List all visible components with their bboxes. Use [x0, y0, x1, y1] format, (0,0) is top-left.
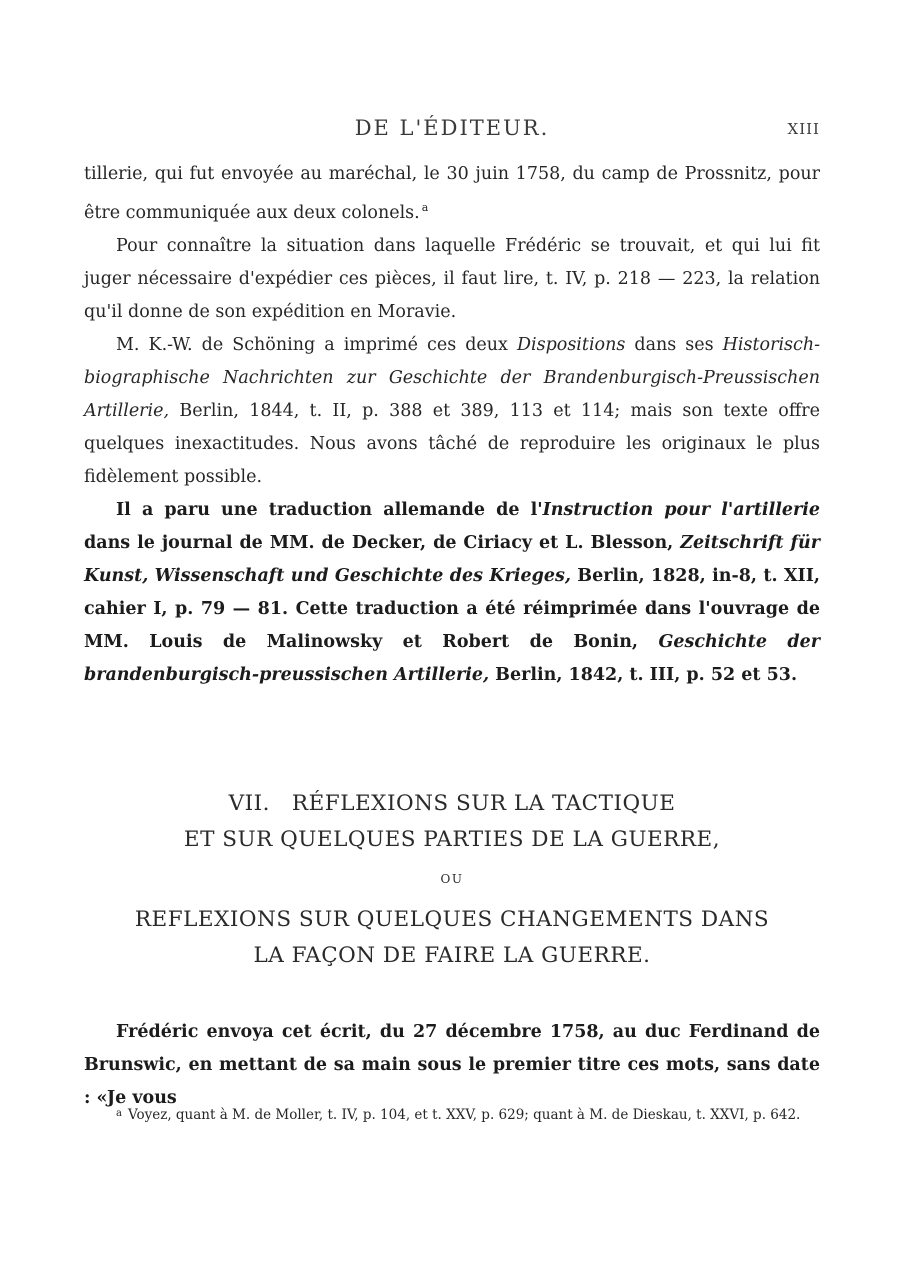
- footnote-reference: a: [421, 201, 429, 214]
- paragraph-4-italic-instruction: Instruction pour l'artillerie: [542, 500, 821, 520]
- paragraph-4-italic-geschichte: Geschichte der brandenburgisch-preussischen Artillerie,: [84, 632, 820, 685]
- footnote-text: Voyez, quant à M. de Moller, t. IV, p. 104, et t. XXV, p. 629; quant à M. de Dieskau, t. XXVI, p. 642.: [127, 1107, 801, 1123]
- paragraph-4-italic-zeitschrift: Zeitschrift für Kunst, Wissenschaft und Geschichte des Krieges,: [84, 533, 820, 586]
- paragraph-4-text-g: Berlin, 1842, t. III, p. 52 et 53.: [489, 665, 798, 685]
- paragraph-4-text-e: Berlin, 1828, in-8, t. XII, cahier I, p. 79 — 81. Cette traduction a été réimprimée dans l'ouvrage de MM. Louis de Malinowsky et Robert de Bonin,: [84, 566, 820, 652]
- paragraph-3-text-a: M. K.-W. de Schöning a imprimé ces deux: [116, 335, 517, 355]
- paragraph-4-text-a: Il a paru une traduction allemande de l': [116, 500, 543, 520]
- running-header: [84, 116, 820, 146]
- footnote-mark: a: [116, 1108, 122, 1119]
- section-title-line-4: LA FAÇON DE FAIRE LA GUERRE.: [253, 943, 651, 968]
- paragraph-3-italic-title: Historisch-biographische Nachrichten zur Geschichte der Brandenburgisch-Preussischen Artillerie,: [84, 335, 821, 421]
- footnote-paragraph: [84, 1100, 820, 1129]
- paragraph-3-italic-dispositions: Dispositions: [516, 335, 626, 355]
- paragraph-1: [84, 158, 820, 230]
- section-title-line-3: REFLEXIONS SUR QUELQUES CHANGEMENTS DANS: [134, 907, 770, 932]
- paragraph-3-text-e: Berlin, 1844, t. II, p. 388 et 389, 113 et 114; mais son texte offre quelques inexactitudes. Nous avons tâché de reproduire les originaux le plus fidèlement possible.: [84, 401, 820, 487]
- paragraph-2: Pour connaître la situation dans laquelle Frédéric se trouvait, et qui lui fit juger nécessaire d'expédier ces pièces, il faut lire, t. IV, p. 218 — 223, la relation qu'il donne de son expédition en Moravie.: [84, 236, 820, 322]
- paragraph-4: [84, 494, 820, 692]
- section-title-line-1: VII. RÉFLEXIONS SUR LA TACTIQUE: [228, 791, 676, 816]
- paragraph-3-text-c: dans ses: [625, 335, 723, 355]
- paragraph-1-text: tillerie, qui fut envoyée au maréchal, le 30 juin 1758, du camp de Prossnitz, pour être communiquée aux deux colonels.: [84, 164, 820, 223]
- footnote: [84, 1100, 820, 1129]
- paragraph-3: [84, 329, 820, 494]
- section-title-line-2: ET SUR QUELQUES PARTIES DE LA GUERRE,: [183, 827, 721, 852]
- paragraph-4-text-c: dans le journal de MM. de Decker, de Ciriacy et L. Blesson,: [84, 533, 681, 553]
- section-conjunction: OU: [440, 872, 464, 886]
- body-text: [84, 158, 820, 692]
- running-title: DE L'ÉDITEUR.: [354, 116, 550, 140]
- page-number: XIII: [787, 120, 820, 138]
- opening-paragraph: Frédéric envoya cet écrit, du 27 décembre 1758, au duc Ferdinand de Brunswic, en mettant de sa main sous le premier titre ces mots, sans date : «Je vous: [84, 1022, 820, 1108]
- section-heading: [84, 786, 820, 974]
